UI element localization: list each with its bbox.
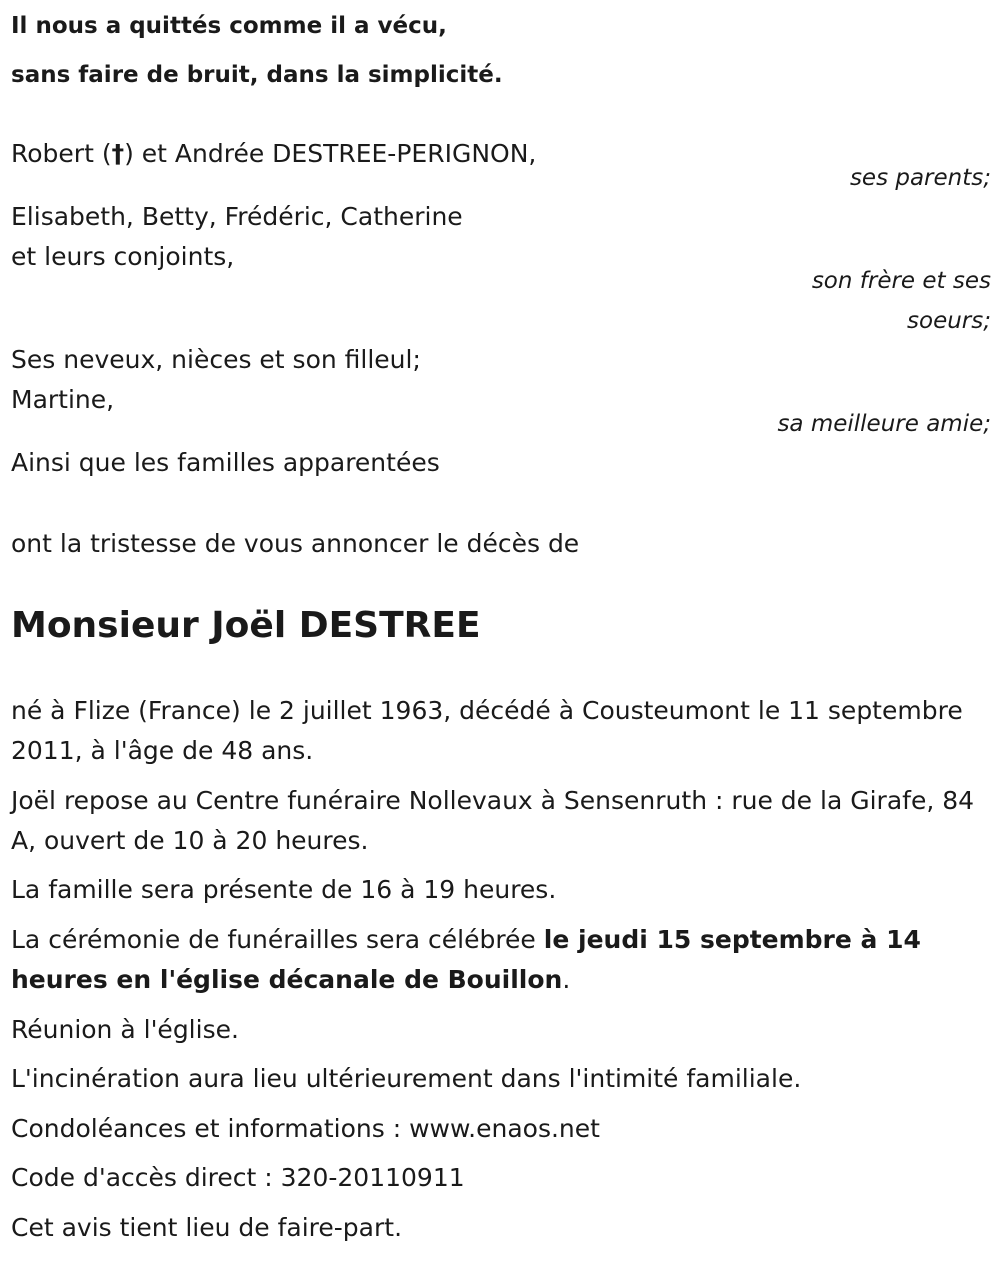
cremation-paragraph: L'incinération aura lieu ultérieurement dans l'intimité familiale. [11,1064,802,1093]
announcement-line: ont la tristesse de vous annoncer le décès de [11,529,580,558]
siblings-line-1: Elisabeth, Betty, Frédéric, Catherine [11,202,463,231]
siblings-relation-line-2: soeurs; [907,308,991,334]
relatives-line: Ainsi que les familles apparentées [11,448,440,477]
epigraph-line-1: Il nous a quittés comme il a vécu, [11,13,447,39]
meeting-paragraph: Réunion à l'église. [11,1015,239,1044]
parents-names-part-2: ) et Andrée DESTREE-PERIGNON, [124,139,537,168]
birth-death-paragraph: né à Flize (France) le 2 juillet 1963, décédé à Cousteumont le 11 septembre 2011, à l'âge de 48 ans. [11,696,963,765]
parents-names [11,138,536,170]
siblings-line-2: et leurs conjoints, [11,242,235,271]
family-presence-paragraph: La famille sera présente de 16 à 19 heures. [11,875,557,904]
ceremony-paragraph [11,920,991,1000]
ceremony-prefix: La cérémonie de funérailles sera célébrée [11,925,544,954]
epigraph-line-2: sans faire de bruit, dans la simplicité. [11,62,503,88]
siblings-relation-line-1: son frère et ses [811,268,991,294]
parents-relation: ses parents; [849,165,991,191]
parents-names-part-1: Robert ( [11,139,112,168]
cross-icon: † [111,139,125,168]
ceremony-date-place: le jeudi 15 septembre à 14 heures en l'église décanale de Bouillon [11,925,921,994]
rest-place-paragraph: Joël repose au Centre funéraire Nollevaux à Sensenruth : rue de la Girafe, 84 A, ouvert de 10 à 20 heures. [11,786,975,855]
friend-name: Martine, [11,385,115,414]
access-code-paragraph: Code d'accès direct : 320-20110911 [11,1163,465,1192]
ceremony-suffix: . [562,965,571,994]
notice-paragraph: Cet avis tient lieu de faire-part. [11,1213,403,1242]
friend-relation: sa meilleure amie; [777,411,991,437]
deceased-name: Monsieur Joël DESTREE [11,605,481,646]
nephews-line: Ses neveux, nièces et son filleul; [11,345,421,374]
condolences-paragraph: Condoléances et informations : www.enaos.net [11,1114,600,1143]
